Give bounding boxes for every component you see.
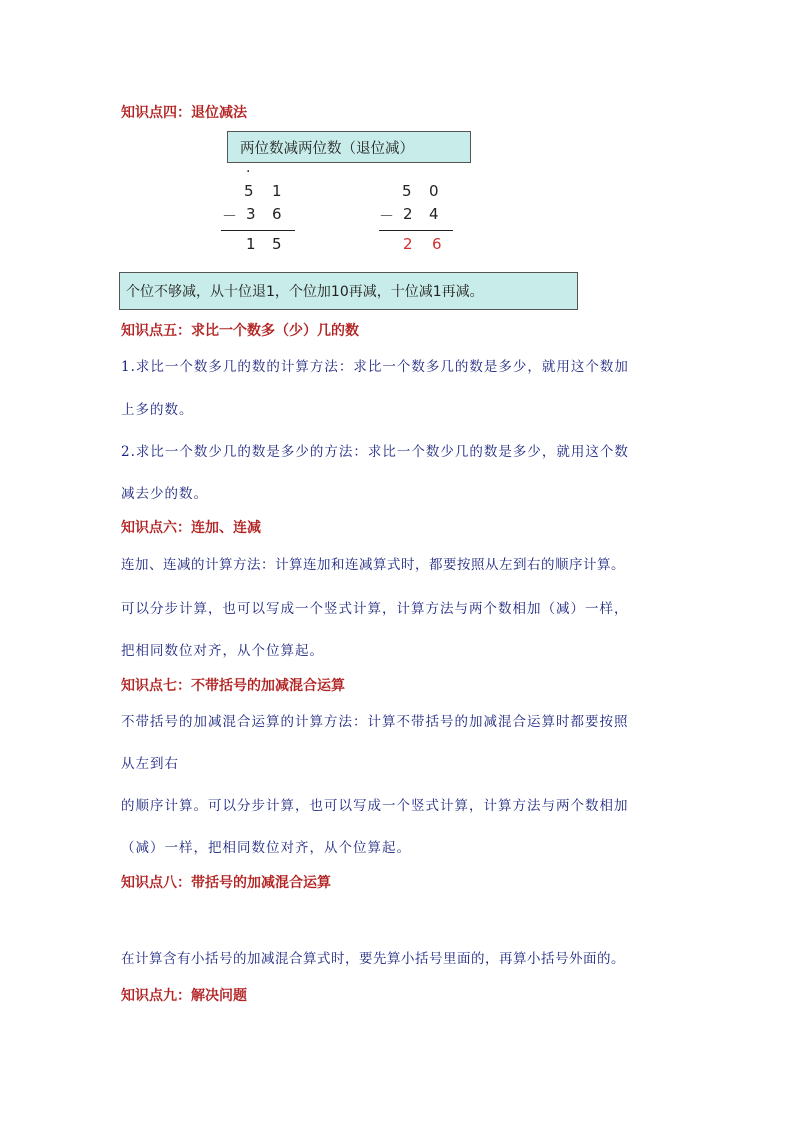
section7-line2: 从左到右: [121, 756, 179, 772]
p2-result-tens: 2: [403, 235, 413, 253]
section6-heading: 知识点六：连加、连减: [121, 520, 261, 536]
subtraction-title-box: [227, 131, 471, 163]
section7-line4: （减）一样，把相同数位对齐，从个位算起。: [121, 840, 411, 856]
p2-result-line: [379, 230, 453, 231]
p1-bottom-tens: 3: [246, 205, 256, 223]
section9-heading: 知识点九：解决问题: [121, 988, 247, 1004]
section6-line1: 连加、连减的计算方法：计算连加和连减算式时，都要按照从左到右的顺序计算。: [121, 557, 625, 573]
p1-top-tens: 5: [244, 182, 254, 200]
p1-minus-sign: －: [222, 207, 238, 225]
p2-result-ones: 6: [432, 235, 442, 253]
p2-top-ones: 0: [429, 182, 439, 200]
p2-bottom-ones: 4: [429, 205, 439, 223]
borrow-dot: ·: [246, 164, 251, 180]
section7-heading: 知识点七：不带括号的加减混合运算: [121, 678, 345, 694]
p1-result-tens: 1: [246, 235, 256, 253]
borrow-rule-text: 个位不够减，从十位退1，个位加10再减，十位减1再减。: [126, 284, 484, 300]
section6-line3: 把相同数位对齐，从个位算起。: [121, 643, 324, 659]
section5-p1-line2: 上多的数。: [121, 402, 194, 418]
section4-heading: 知识点四：退位减法: [121, 105, 247, 121]
p2-top-tens: 5: [402, 182, 412, 200]
section8-line1: 在计算含有小括号的加减混合算式时，要先算小括号里面的，再算小括号外面的。: [121, 951, 625, 967]
section7-line3: 的顺序计算。可以分步计算，也可以写成一个竖式计算，计算方法与两个数相加: [121, 798, 629, 814]
section7-line1: 不带括号的加减混合运算的计算方法：计算不带括号的加减混合运算时都要按照: [121, 714, 629, 730]
section5-p1-line1: 1.求比一个数多几的数的计算方法：求比一个数多几的数是多少，就用这个数加: [121, 359, 629, 375]
section5-heading: 知识点五：求比一个数多（少）几的数: [121, 323, 359, 339]
section8-heading: 知识点八：带括号的加减混合运算: [121, 875, 331, 891]
borrow-rule-box: [119, 272, 578, 310]
p1-result-ones: 5: [272, 235, 282, 253]
p2-bottom-tens: 2: [403, 205, 413, 223]
p1-result-line: [221, 230, 295, 231]
p2-minus-sign: －: [379, 207, 395, 225]
section5-p2-line2: 减去少的数。: [121, 486, 208, 502]
subtraction-title: 两位数减两位数（退位减）: [240, 140, 414, 157]
section6-line2: 可以分步计算，也可以写成一个竖式计算，计算方法与两个数相加（减）一样，: [121, 601, 629, 617]
p1-top-ones: 1: [272, 182, 282, 200]
p1-bottom-ones: 6: [272, 205, 282, 223]
section5-p2-line1: 2.求比一个数少几的数是多少的方法：求比一个数少几的数是多少，就用这个数: [121, 444, 629, 460]
